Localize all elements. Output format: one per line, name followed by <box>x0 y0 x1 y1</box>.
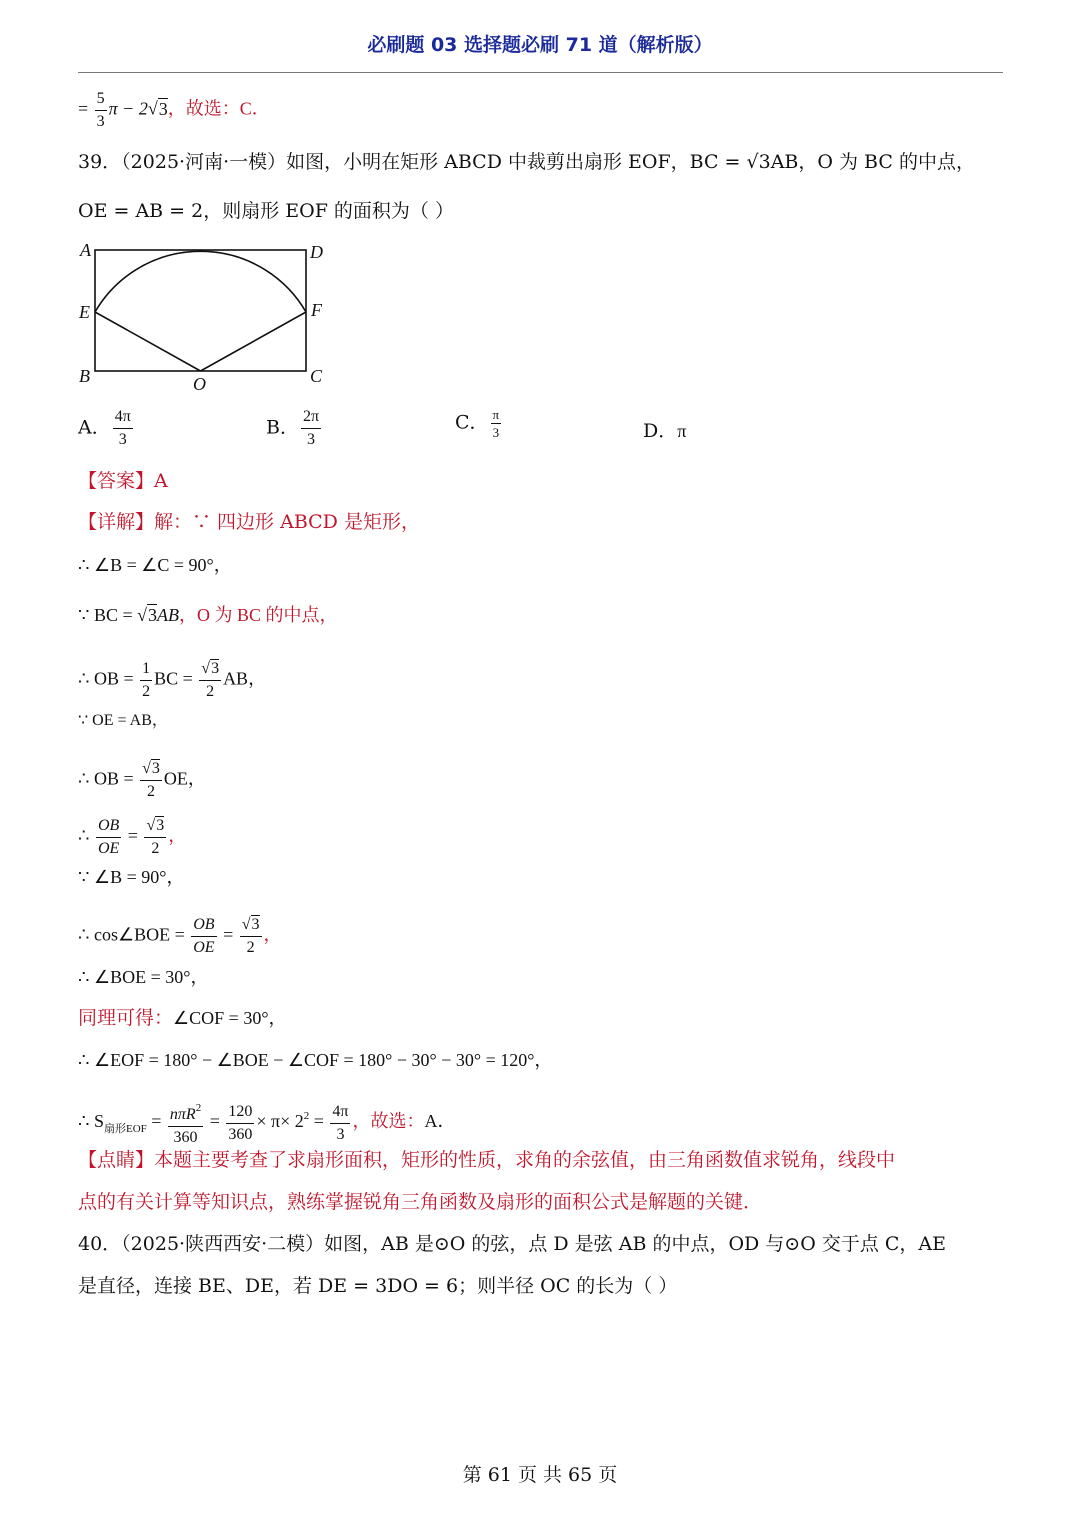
q39-figure <box>74 236 344 396</box>
sector-arc-ef <box>95 251 306 312</box>
step-2: ∵ BC = √3AB，O 为 BC 的中点， <box>78 605 338 625</box>
step-8: ∴ cos∠BOE = $\frac{OB}{OE}$ = $\frac{√3}{2}$ ， <box>78 916 282 956</box>
rectangle-abcd <box>95 250 306 371</box>
label-d: D <box>310 242 323 262</box>
label-f: F <box>311 300 322 320</box>
option-b: B． $\frac{2\pi}{3}$ <box>266 408 320 448</box>
step-10: 同理可得：∠COF = 30°， <box>78 1007 287 1029</box>
segment-eo <box>95 312 201 371</box>
step-9: ∴ ∠BOE = 30°， <box>78 967 209 987</box>
step-1: ∴ ∠B = ∠C = 90°， <box>78 555 232 575</box>
step-12: ∴ $S_{扇形EOF}$ = $\frac{n\pi R^2}{360}$ = $\frac{120}{360}$ × $\pi\times 2^2$ = $\frac{4\pi}{3}$ ，故选：A． <box>78 1097 455 1149</box>
step-6: ∴ $\frac{OB}{OE}$ = $\frac{√3}{2}$ ， <box>78 817 187 857</box>
step-11: ∴ ∠EOF = 180° − ∠BOE − ∠COF = 180° − 30° − 30° = 120°， <box>78 1050 553 1070</box>
segment-fo <box>201 312 307 371</box>
comment-line1: 【点睛】本题主要考查了求扇形面积，矩形的性质，求角的余弦值，由三角函数值求锐角，线段中 <box>78 1149 896 1171</box>
prev-answer-line: = $\frac{5}{3}$ π − 2√3，故选：C． <box>78 88 270 133</box>
step-7: ∵ ∠B = 90°， <box>78 867 185 887</box>
q39-stem-line1: 39．（2025·河南·一模）如图，小明在矩形 ABCD 中裁剪出扇形 EOF，BC = √3AB，O 为 BC 的中点， <box>78 151 975 173</box>
answer-line: 【答案】A <box>78 470 168 492</box>
option-d: D．π <box>643 420 687 442</box>
label-o: O <box>193 374 206 394</box>
q40-stem-line1: 40．（2025·陕西西安·二模）如图，AB 是⊙O 的弦，点 D 是弦 AB 的中点，OD 与⊙O 交于点 C，AE <box>78 1233 946 1255</box>
comment-line2: 点的有关计算等知识点，熟练掌握锐角三角函数及扇形的面积公式是解题的关键． <box>78 1191 763 1213</box>
label-c: C <box>310 366 323 386</box>
step-4: ∵ OE = AB， <box>78 712 168 729</box>
option-c: C． $\frac{\pi}{3}$ <box>455 407 500 440</box>
label-e: E <box>79 302 90 322</box>
q39-stem-line2: OE = AB = 2，则扇形 EOF 的面积为（ ） <box>78 200 454 222</box>
label-a: A <box>80 240 91 260</box>
page-header-title: 必刷题 03 选择题必刷 71 道（解析版） <box>367 34 713 56</box>
option-a: A． $\frac{4\pi}{3}$ <box>78 408 131 448</box>
step-5: ∴ OB = $\frac{√3}{2}$ OE， <box>78 760 206 800</box>
step-3: ∴ OB = $\frac{1}{2}$ BC = $\frac{√3}{2}$ AB， <box>78 660 267 700</box>
page-footer: 第 61 页 共 65 页 <box>462 1464 618 1486</box>
detail-intro: 【详解】解：∵ 四边形 ABCD 是矩形， <box>78 511 420 533</box>
q40-stem-line2: 是直径，连接 BE、DE，若 DE = 3DO = 6；则半径 OC 的长为（ ） <box>78 1275 678 1297</box>
prev-frac: $\frac{5}{3}$ <box>96 90 105 130</box>
header-rule <box>78 72 1003 73</box>
label-b: B <box>79 366 90 386</box>
